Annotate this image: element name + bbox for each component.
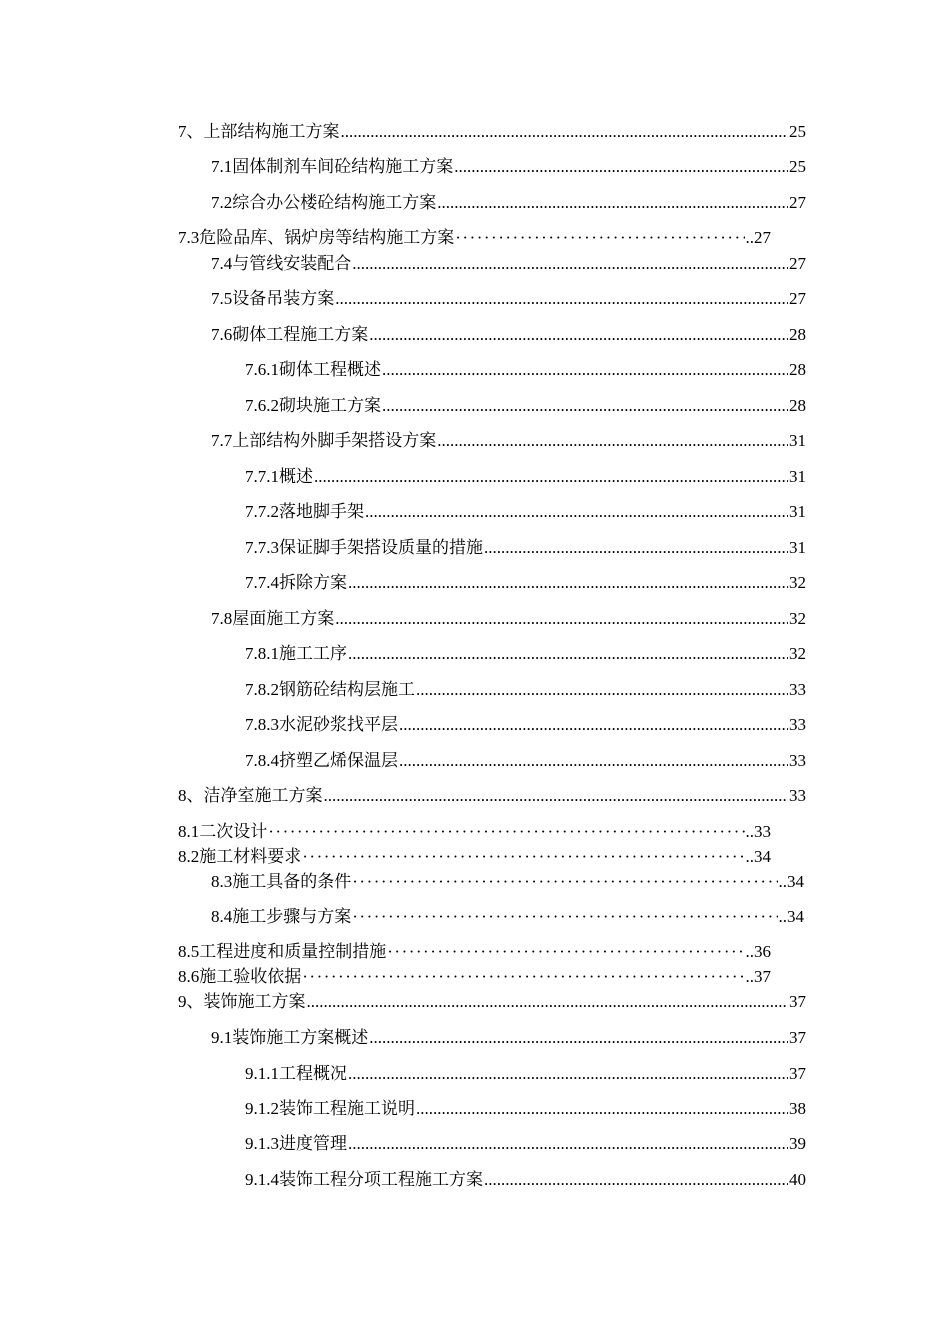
toc-page: 32 xyxy=(789,573,806,592)
toc-title: 施工步骤与方案 xyxy=(232,907,352,926)
toc-page: 40 xyxy=(789,1170,806,1189)
toc-page: 33 xyxy=(789,751,806,770)
toc-number: 9.1.1 xyxy=(245,1064,279,1083)
dot-leader xyxy=(437,191,788,215)
toc-number: 7.2 xyxy=(211,193,233,212)
toc-number: 9、 xyxy=(178,992,204,1011)
dot-leader xyxy=(382,394,788,418)
toc-number: 7.5 xyxy=(211,289,233,308)
toc-number: 8.1 xyxy=(178,822,200,841)
toc-number: 8.2 xyxy=(178,847,200,866)
toc-number: 7.7.3 xyxy=(245,538,279,557)
toc-page: 25 xyxy=(789,122,806,141)
toc-title: 钢筋砼结构层施工 xyxy=(279,680,415,699)
dot-leader xyxy=(314,465,788,489)
dot-leader xyxy=(335,607,788,631)
toc-page: 28 xyxy=(789,396,806,415)
toc-entry[interactable] xyxy=(245,1132,806,1156)
toc-number: 7.6 xyxy=(211,325,233,344)
toc-page: 33 xyxy=(789,680,806,699)
toc-title: 进度管理 xyxy=(279,1134,347,1153)
dot-leader xyxy=(348,642,788,666)
toc-title: 危险品库、锅炉房等结构施工方案 xyxy=(199,228,455,247)
dot-leader xyxy=(348,571,788,595)
toc-page: 31 xyxy=(789,538,806,557)
toc-title: 固体制剂车间砼结构施工方案 xyxy=(232,157,454,176)
toc-page: 37 xyxy=(789,1028,806,1047)
dot-leader xyxy=(416,1097,788,1121)
toc-title: 施工工序 xyxy=(279,644,347,663)
toc-page: ..27 xyxy=(745,228,771,247)
toc-page: 33 xyxy=(789,715,806,734)
dot-leader xyxy=(484,1168,788,1192)
toc-number: 7.1 xyxy=(211,157,233,176)
toc-entry[interactable] xyxy=(245,465,806,489)
toc-number: 7.4 xyxy=(211,254,233,273)
toc-title: 水泥砂浆找平层 xyxy=(279,715,398,734)
toc-number: 7.8.4 xyxy=(245,751,279,770)
toc-number: 9.1.2 xyxy=(245,1099,279,1118)
toc-title: 装饰施工方案概述 xyxy=(232,1028,369,1047)
dot-leader xyxy=(302,965,744,989)
toc-title: 上部结构施工方案 xyxy=(203,122,340,141)
toc-entry[interactable] xyxy=(245,749,806,773)
toc-entry[interactable] xyxy=(178,845,771,869)
toc-number: 7.6.1 xyxy=(245,360,279,379)
toc-number: 7.8 xyxy=(211,609,233,628)
dot-leader xyxy=(455,226,744,250)
toc-title: 装饰工程施工说明 xyxy=(279,1099,415,1118)
dot-leader xyxy=(324,784,789,808)
toc-number: 7.7.2 xyxy=(245,502,279,521)
toc-page: 37 xyxy=(789,992,806,1011)
toc-page: 33 xyxy=(789,786,806,805)
toc-title: 设备吊装方案 xyxy=(232,289,335,308)
dot-leader xyxy=(348,1132,788,1156)
toc-title: 二次设计 xyxy=(199,822,268,841)
toc-entry[interactable] xyxy=(211,155,806,179)
toc-page: ..34 xyxy=(778,907,804,926)
toc-title: 概述 xyxy=(279,467,313,486)
toc-title: 挤塑乙烯保温层 xyxy=(279,751,398,770)
toc-page: 32 xyxy=(789,644,806,663)
dot-leader xyxy=(399,749,788,773)
toc-entry[interactable] xyxy=(178,940,771,964)
toc-entry[interactable] xyxy=(211,323,806,347)
dot-leader xyxy=(352,252,788,276)
dot-leader xyxy=(348,1062,788,1086)
toc-title: 装饰工程分项工程施工方案 xyxy=(279,1170,483,1189)
dot-leader xyxy=(382,358,788,382)
toc-number: 9.1 xyxy=(211,1028,233,1047)
dot-leader xyxy=(416,678,788,702)
toc-entry[interactable] xyxy=(245,1097,806,1121)
toc-entry[interactable] xyxy=(178,120,806,144)
toc-title: 施工验收依据 xyxy=(199,967,302,986)
toc-title: 工程进度和质量控制措施 xyxy=(199,942,387,961)
toc-entry[interactable] xyxy=(245,678,806,702)
toc-number: 8.5 xyxy=(178,942,200,961)
toc-number: 8.3 xyxy=(211,872,233,891)
dot-leader xyxy=(302,845,744,869)
toc-number: 7.7 xyxy=(211,431,233,450)
toc-title: 综合办公楼砼结构施工方案 xyxy=(232,193,437,212)
dot-leader xyxy=(341,120,789,144)
toc-page: 31 xyxy=(789,502,806,521)
dot-leader xyxy=(454,155,788,179)
toc-title: 洁净室施工方案 xyxy=(203,786,323,805)
toc-number: 7.3 xyxy=(178,228,200,247)
toc-entry[interactable] xyxy=(178,226,771,250)
toc-entry[interactable] xyxy=(245,500,806,524)
toc-number: 7.8.3 xyxy=(245,715,279,734)
toc-title: 砌体工程概述 xyxy=(279,360,381,379)
toc-entry[interactable] xyxy=(211,191,806,215)
toc-title: 落地脚手架 xyxy=(279,502,364,521)
toc-entry[interactable] xyxy=(245,1062,806,1086)
toc-number: 9.1.4 xyxy=(245,1170,279,1189)
toc-entry[interactable] xyxy=(178,820,771,844)
toc-page: ..34 xyxy=(778,872,804,891)
toc-page: 37 xyxy=(789,1064,806,1083)
toc-entry[interactable] xyxy=(211,429,806,453)
dot-leader xyxy=(484,536,788,560)
toc-number: 7.7.4 xyxy=(245,573,279,592)
toc-title: 上部结构外脚手架搭设方案 xyxy=(232,431,437,450)
toc-entry[interactable] xyxy=(245,642,806,666)
toc-page: ..37 xyxy=(745,967,771,986)
dot-leader xyxy=(352,870,777,894)
toc-entry[interactable] xyxy=(245,713,806,737)
toc-page: 28 xyxy=(789,360,806,379)
toc-entry[interactable] xyxy=(178,965,771,989)
toc-page: 32 xyxy=(789,609,806,628)
toc-number: 8.6 xyxy=(178,967,200,986)
toc-entry[interactable] xyxy=(245,394,806,418)
toc-page: 28 xyxy=(789,325,806,344)
toc-page: 38 xyxy=(789,1099,806,1118)
toc-page: ..33 xyxy=(745,822,771,841)
dot-leader xyxy=(365,500,788,524)
toc-page: 31 xyxy=(789,467,806,486)
toc-entry[interactable] xyxy=(211,287,806,311)
dot-leader xyxy=(369,323,788,347)
toc-title: 装饰施工方案 xyxy=(203,992,306,1011)
toc-entry[interactable] xyxy=(245,358,806,382)
toc-title: 工程概况 xyxy=(279,1064,347,1083)
toc-number: 7、 xyxy=(178,122,204,141)
toc-title: 屋面施工方案 xyxy=(232,609,335,628)
toc-number: 8.4 xyxy=(211,907,233,926)
toc-title: 砌块施工方案 xyxy=(279,396,381,415)
toc-title: 施工材料要求 xyxy=(199,847,302,866)
toc-entry[interactable] xyxy=(178,784,806,808)
toc-entry[interactable] xyxy=(245,536,806,560)
dot-leader xyxy=(437,429,788,453)
toc-page: 27 xyxy=(789,254,806,273)
toc-page: 31 xyxy=(789,431,806,450)
toc-entry[interactable] xyxy=(245,1168,806,1192)
toc-title: 与管线安装配合 xyxy=(232,254,352,273)
toc-entry[interactable] xyxy=(211,252,806,276)
toc-entry[interactable] xyxy=(211,870,804,894)
toc-number: 7.6.2 xyxy=(245,396,279,415)
toc-title: 保证脚手架搭设质量的措施 xyxy=(279,538,483,557)
dot-leader xyxy=(399,713,788,737)
dot-leader xyxy=(268,820,744,844)
dot-leader xyxy=(369,1026,788,1050)
toc-number: 7.8.2 xyxy=(245,680,279,699)
toc-page: 39 xyxy=(789,1134,806,1153)
toc-entry[interactable] xyxy=(211,607,806,631)
toc-entry[interactable] xyxy=(245,571,806,595)
toc-title: 拆除方案 xyxy=(279,573,347,592)
toc-page: ..36 xyxy=(745,942,771,961)
toc-number: 8、 xyxy=(178,786,204,805)
toc-number: 7.7.1 xyxy=(245,467,279,486)
toc-entry[interactable] xyxy=(211,1026,806,1050)
toc-page: 27 xyxy=(789,193,806,212)
toc-page: ..34 xyxy=(745,847,771,866)
toc-title: 施工具备的条件 xyxy=(232,872,352,891)
toc-page: 27 xyxy=(789,289,806,308)
toc-number: 7.8.1 xyxy=(245,644,279,663)
toc-title: 砌体工程施工方案 xyxy=(232,325,369,344)
dot-leader xyxy=(387,940,744,964)
dot-leader xyxy=(352,905,777,929)
toc-page: 25 xyxy=(789,157,806,176)
toc-entry[interactable] xyxy=(211,905,804,929)
toc-entry[interactable] xyxy=(178,990,806,1014)
dot-leader xyxy=(307,990,789,1014)
toc-number: 9.1.3 xyxy=(245,1134,279,1153)
dot-leader xyxy=(335,287,788,311)
